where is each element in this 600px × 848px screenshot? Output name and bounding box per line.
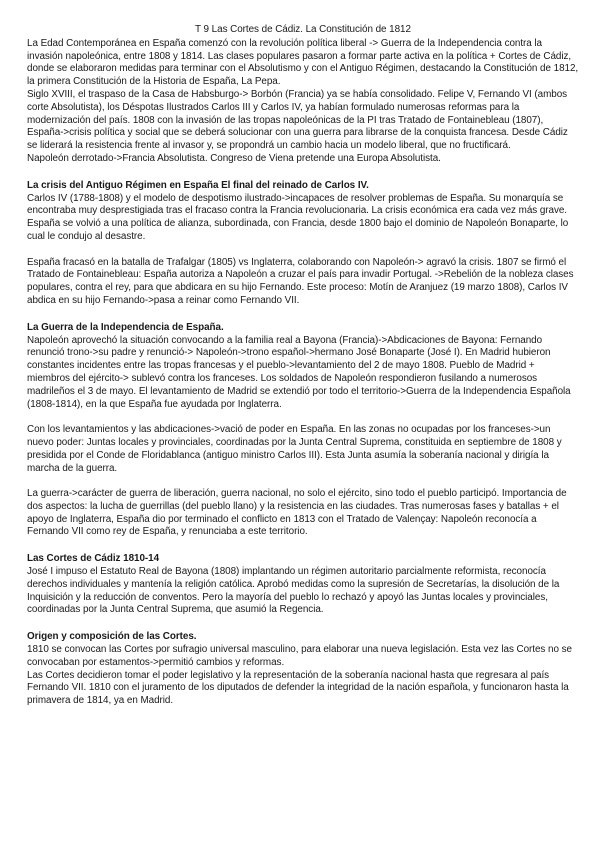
- section-paragraph: José I impuso el Estatuto Real de Bayona (1808) implantando un régimen autoritario parcialmente reformista, reconocía derechos individuales y mantenía la religión católica. Aprobó medidas como la supresión de Secretarías, la disolución de la Inquisición y la reducción de conventos. Pero la mayoría del pueblo lo rechazó y apoyó las Juntas locales y provinciales, coordinadas por la Junta Central Suprema, que asumió la Regencia.: [27, 566, 560, 616]
- section-heading-crisis: La crisis del Antiguo Régimen en España El final del reinado de Carlos IV.: [27, 179, 369, 191]
- section-heading-origen: Origen y composición de las Cortes.: [27, 631, 197, 643]
- intro-paragraph: Napoleón derrotado->Francia Absolutista. Congreso de Viena pretende una Europa Absolutista.: [27, 152, 441, 164]
- intro-paragraph: La Edad Contemporánea en España comenzó con la revolución política liberal -> Guerra de la Independencia contra la invasión napoleónica, entre 1808 y 1814. Las clases populares pasaron a formar parte activa en la política + Cortes de Cádiz, donde se elaboraron medidas para terminar con el Absolutismo y con el Antiguo Régimen, destacando la Constitución de 1812, la primera Constitución de la Historia de España, La Pepa.: [27, 37, 579, 88]
- page-title: T 9 Las Cortes de Cádiz. La Constitución de 1812: [195, 24, 411, 35]
- section-paragraph: 1810 se convocan las Cortes por sufragio universal masculino, para elaborar una nueva legislación. Esta vez las Cortes no se convocaban por estamentos->permitió cambios y reformas.: [27, 644, 572, 668]
- section-paragraph: Con los levantamientos y las abdicaciones->vació de poder en España. En las zonas no ocupadas por los franceses->un nuevo poder: Juntas locales y provinciales, coordinadas por la Junta Central Suprema, constituida en septiembre de 1808 y presidida por el Conde de Floridablanca (antiguo ministro Carlos III). Esta Junta asumía la soberanía nacional y dirigía la marcha de la guerra.: [27, 424, 562, 474]
- section-heading-cortes: Las Cortes de Cádiz 1810-14: [27, 553, 160, 565]
- section-heading-guerra: La Guerra de la Independencia de España.: [27, 321, 224, 333]
- intro-paragraph: Siglo XVIII, el traspaso de la Casa de Habsburgo-> Borbón (Francia) ya se había consolidado. Felipe V, Fernando VI (ambos corte Absolutista), los Déspotas Ilustrados Carlos III y Carlos IV, ya habían formulado numerosas reformas para la modernización del país. 1808 con la invasión de las tropas napoleónicas de la PI tras Tratado de Fontainebleau (1807), España->crisis política y social que se deberá solucionar con una guerra para librarse de la conquista francesa. Desde Cádiz se liderará la resistencia frente al invasor y, se propondrá un cambio hacia un modelo liberal, que no fructificará.: [27, 88, 568, 152]
- section-paragraph: España fracasó en la batalla de Trafalgar (1805) vs Inglaterra, colaborando con Napoleón-> agravó la crisis. 1807 se firmó el Tratado de Fontainebleau: España autoriza a Napoleón a cruzar el país para invadir Portugal. ->Rebelión de la nobleza clases populares, contra el rey, para que abdicara en su hijo Fernando. Este proceso: Motín de Aranjuez (19 marzo 1808), Carlos IV abdica en su hijo Fernando->pasa a reinar como Fernando VII.: [27, 256, 574, 306]
- section-paragraph: Napoleón aprovechó la situación convocando a la familia real a Bayona (Francia)->Abdicaciones de Bayona: Fernando renunció trono->su padre y renunció-> Napoleón->trono español->hermano José Bonaparte (José I). En Madrid hubieron constantes incidentes entre las tropas francesas y el pueblo->levantamiento del 2 de mayo 1808. Pueblo de Madrid + miembros del ejército-> sublevó contra los franceses. Los soldados de Napoleón respondieron fusilando a numerosos madrileños el 3 de mayo. El levantamiento de Madrid se extendió por todo el territorio->Guerra de la Independencia Española (1808-1814), en la que España fue ayudada por Inglaterra.: [27, 334, 571, 410]
- section-paragraph: La guerra->carácter de guerra de liberación, guerra nacional, no solo el ejército, sino todo el pueblo participó. Importancia de dos aspectos: la lucha de guerrillas (del pueblo llano) y la resistencia en las ciudades. Tras numerosas fases y batallas + el apoyo de Inglaterra, España dio por terminado el conflicto en 1813 con el Tratado de Valençay: Napoleón reconocía a Fernando VII como rey de España, y renunciaba a este territorio.: [27, 488, 567, 538]
- section-paragraph: Carlos IV (1788-1808) y el modelo de despotismo ilustrado->incapaces de resolver problemas de España. Su monarquía se encontraba muy desprestigiada tras el fracaso contra la Francia revolucionaria. La crisis económica era cada vez más grave. España se volvió a una política de alianza, subordinada, con Francia, desde 1800 bajo el dominio de Napoleón Bonaparte, lo cual le condujo al desastre.: [27, 192, 569, 242]
- section-paragraph: Las Cortes decidieron tomar el poder legislativo y la representación de la soberanía nacional hasta que regresara al país Fernando VII. 1810 con el juramento de los diputados de defender la integridad de la nación española, y funcionaron hasta la primavera de 1814, ya en Madrid.: [27, 669, 569, 707]
- document-page: [27, 24, 579, 708]
